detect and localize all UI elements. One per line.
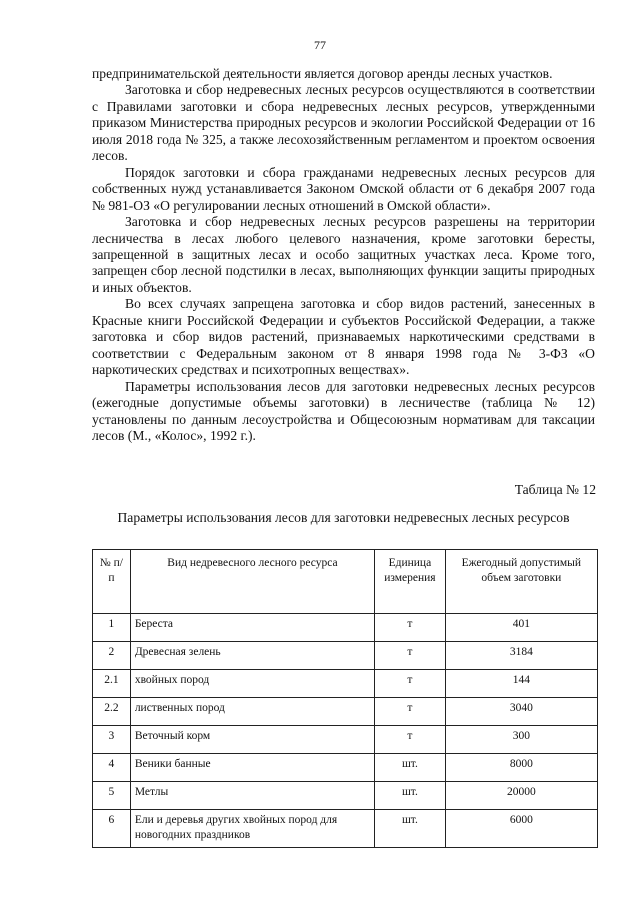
row-number: 5 — [93, 782, 131, 810]
row-resource: Ели и деревья других хвойных пород для новогодних праздников — [130, 810, 374, 848]
row-volume: 300 — [445, 726, 597, 754]
row-volume: 8000 — [445, 754, 597, 782]
resources-table — [92, 549, 598, 848]
row-resource: хвойных пород — [130, 670, 374, 698]
row-number: 6 — [93, 810, 131, 848]
row-number: 4 — [93, 754, 131, 782]
table-header-row — [93, 550, 598, 614]
paragraph: предпринимательской деятельности является договор аренды лесных участков. — [92, 66, 553, 81]
page-number: 77 — [314, 38, 326, 52]
table-row — [93, 754, 598, 782]
row-volume: 401 — [445, 614, 597, 642]
row-unit: шт. — [375, 782, 446, 810]
row-number: 2.1 — [93, 670, 131, 698]
row-unit: т — [375, 726, 446, 754]
header-unit: Единица измерения — [375, 550, 446, 614]
row-volume: 6000 — [445, 810, 597, 848]
table-row — [93, 782, 598, 810]
paragraph: Порядок заготовки и сбора гражданами недревесных лесных ресурсов для собственных нужд устанавливается Законом Омской области от 6 декабря 2007 года № 981-ОЗ «О регулировании лесных отношений в Омской области». — [92, 164, 595, 213]
row-resource: Древесная зелень — [130, 642, 374, 670]
row-resource: Береста — [130, 614, 374, 642]
paragraph: Параметры использования лесов для заготовки недревесных лесных ресурсов (ежегодные допустимые объемы заготовки) в лесничестве (таблица № 12) установлены по данным лесоустройства и Общесоюзным нормативам для таксации лесов (М., «Колос», 1992 г.). — [92, 378, 595, 443]
table-row — [93, 642, 598, 670]
table-row — [93, 726, 598, 754]
header-resource: Вид недревесного лесного ресурса — [130, 550, 374, 614]
row-volume: 3040 — [445, 698, 597, 726]
paragraph: Во всех случаях запрещена заготовка и сбор видов растений, занесенных в Красные книги Российской Федерации и субъектов Российской Федерации, а также заготовка и сбор видов растений, признаваемых наркотическими средствами в соответствии с Федеральным законом от 8 января 1998 года № 3-ФЗ «О наркотических средствах и психотропных веществах». — [92, 296, 595, 378]
row-number: 2.2 — [93, 698, 131, 726]
row-volume: 144 — [445, 670, 597, 698]
row-unit: т — [375, 698, 446, 726]
table-row — [93, 810, 598, 848]
table-title: Параметры использования лесов для заготовки недревесных лесных ресурсов — [117, 510, 570, 525]
row-resource: Метлы — [130, 782, 374, 810]
row-volume: 3184 — [445, 642, 597, 670]
row-number: 2 — [93, 642, 131, 670]
paragraph: Заготовка и сбор недревесных лесных ресурсов разрешены на территории лесничества в лесах любого целевого назначения, кроме заготовки бересты, запрещенной в защитных лесах и особо защитных участках леса. Кроме того, запрещен сбор лесной подстилки в лесах, выполняющих функции защиты природных и иных объектов. — [92, 214, 595, 295]
row-resource: Веники банные — [130, 754, 374, 782]
header-number: № п/п — [93, 550, 131, 614]
table-row — [93, 670, 598, 698]
table-row — [93, 698, 598, 726]
row-number: 3 — [93, 726, 131, 754]
row-unit: шт. — [375, 754, 446, 782]
row-resource: лиственных пород — [130, 698, 374, 726]
row-number: 1 — [93, 614, 131, 642]
row-unit: т — [375, 670, 446, 698]
header-volume: Ежегодный допустимый объем заготовки — [445, 550, 597, 614]
row-resource: Веточный корм — [130, 726, 374, 754]
paragraph: Заготовка и сбор недревесных лесных ресурсов осуществляются в соответствии с Правилами заготовки и сбора недревесных лесных ресурсов, утвержденными приказом Министерства природных ресурсов и экологии Российской Федерации от 16 июля 2018 года № 325, а также лесохозяйственным регламентом и проектом освоения лесов. — [92, 82, 595, 164]
row-unit: т — [375, 642, 446, 670]
row-unit: т — [375, 614, 446, 642]
row-volume: 20000 — [445, 782, 597, 810]
table-label: Таблица № 12 — [514, 482, 596, 497]
table-row — [93, 614, 598, 642]
row-unit: шт. — [375, 810, 446, 848]
body-text — [92, 66, 595, 444]
